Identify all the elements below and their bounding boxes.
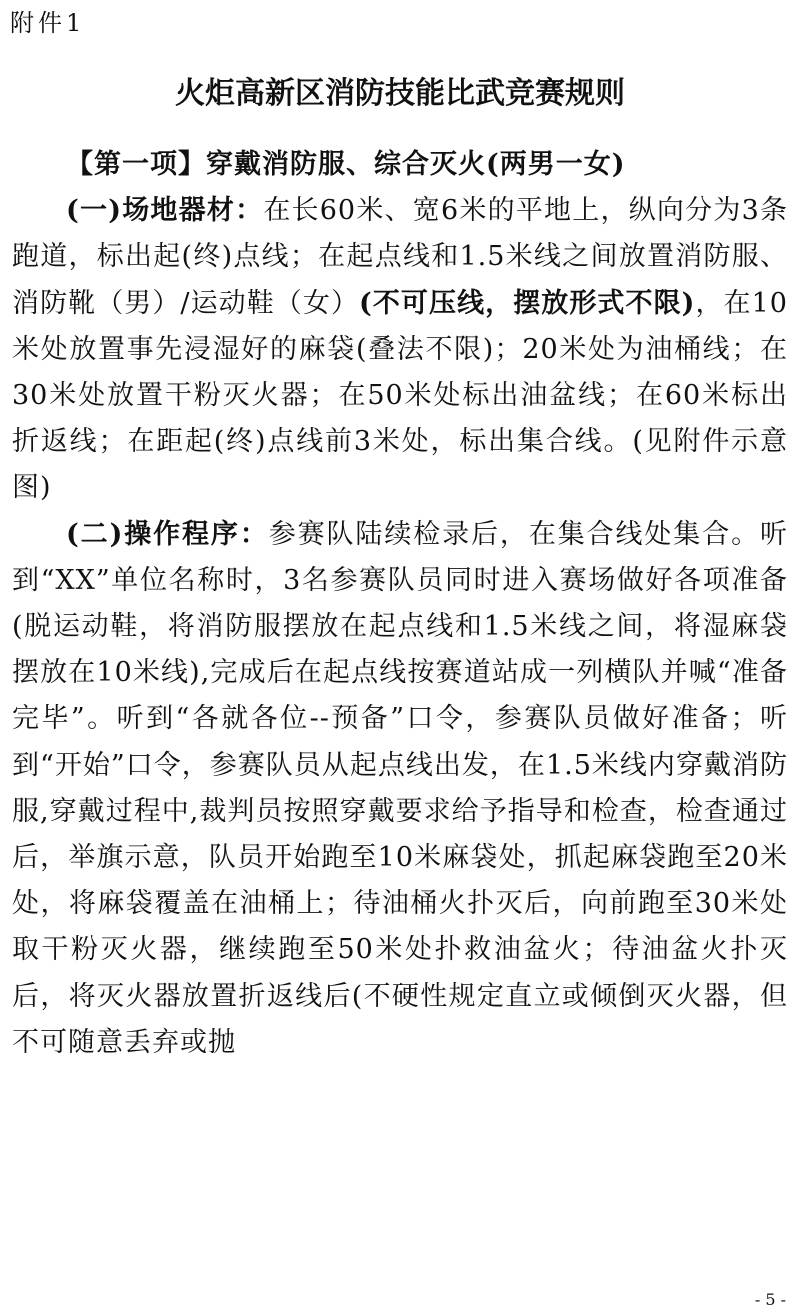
document-body xyxy=(12,142,788,1066)
attachment-label: 附件1 xyxy=(10,9,86,37)
venue-text-1: 在长60米、宽6米的平地上，纵向分为3条跑道，标出起(终)点线；在起点线和1.5米线之间放置消防服、消防靴（男）/运动鞋（女） xyxy=(12,195,788,319)
procedure-text: 参赛队陆续检录后，在集合线处集合。听到“XX”单位名称时，3名参赛队员同时进入赛场做好各项准备(脱运动鞋，将消防服摆放在起点线和1.5米线之间，将湿麻袋摆放在10米线),完成后在起点线按赛道站成一列横队并喊“准备完毕”。听到“各就各位--预备”口令，参赛队员做好准备；听到“开始”口令，参赛队员从起点线出发，在1.5米线内穿戴消防服,穿戴过程中,裁判员按照穿戴要求给予指导和检查，检查通过后，举旗示意，队员开始跑至10米麻袋处，抓起麻袋跑至20米处，将麻袋覆盖在油桶上；待油桶火扑灭后，向前跑至30米处取干粉灭火器，继续跑至50米处扑救油盆火；待油盆火扑灭后，将灭火器放置折返线后(不硬性规定直立或倾倒灭火器，但不可随意丢弃或抛 xyxy=(12,518,788,1058)
venue-bold-text: (不可压线，摆放形式不限) xyxy=(359,287,696,319)
venue-text-2: ，在10米处放置事先浸湿好的麻袋(叠法不限)；20米处为油桶线；在30米处放置干粉灭火器；在50米处标出油盆线；在60米标出折返线；在距起(终)点线前3米处，标出集合线。(见附件示意图) xyxy=(12,287,788,504)
section-heading: 【第一项】穿戴消防服、综合灭火(两男一女) xyxy=(66,149,626,180)
document-title: 火炬高新区消防技能比武竞赛规则 xyxy=(175,76,625,111)
procedure-paragraph xyxy=(12,512,788,1066)
procedure-heading: (二)操作程序： xyxy=(66,518,269,550)
venue-paragraph xyxy=(12,188,788,511)
page-number: - 5 - xyxy=(754,1290,786,1309)
venue-heading: (一)场地器材： xyxy=(66,195,264,227)
